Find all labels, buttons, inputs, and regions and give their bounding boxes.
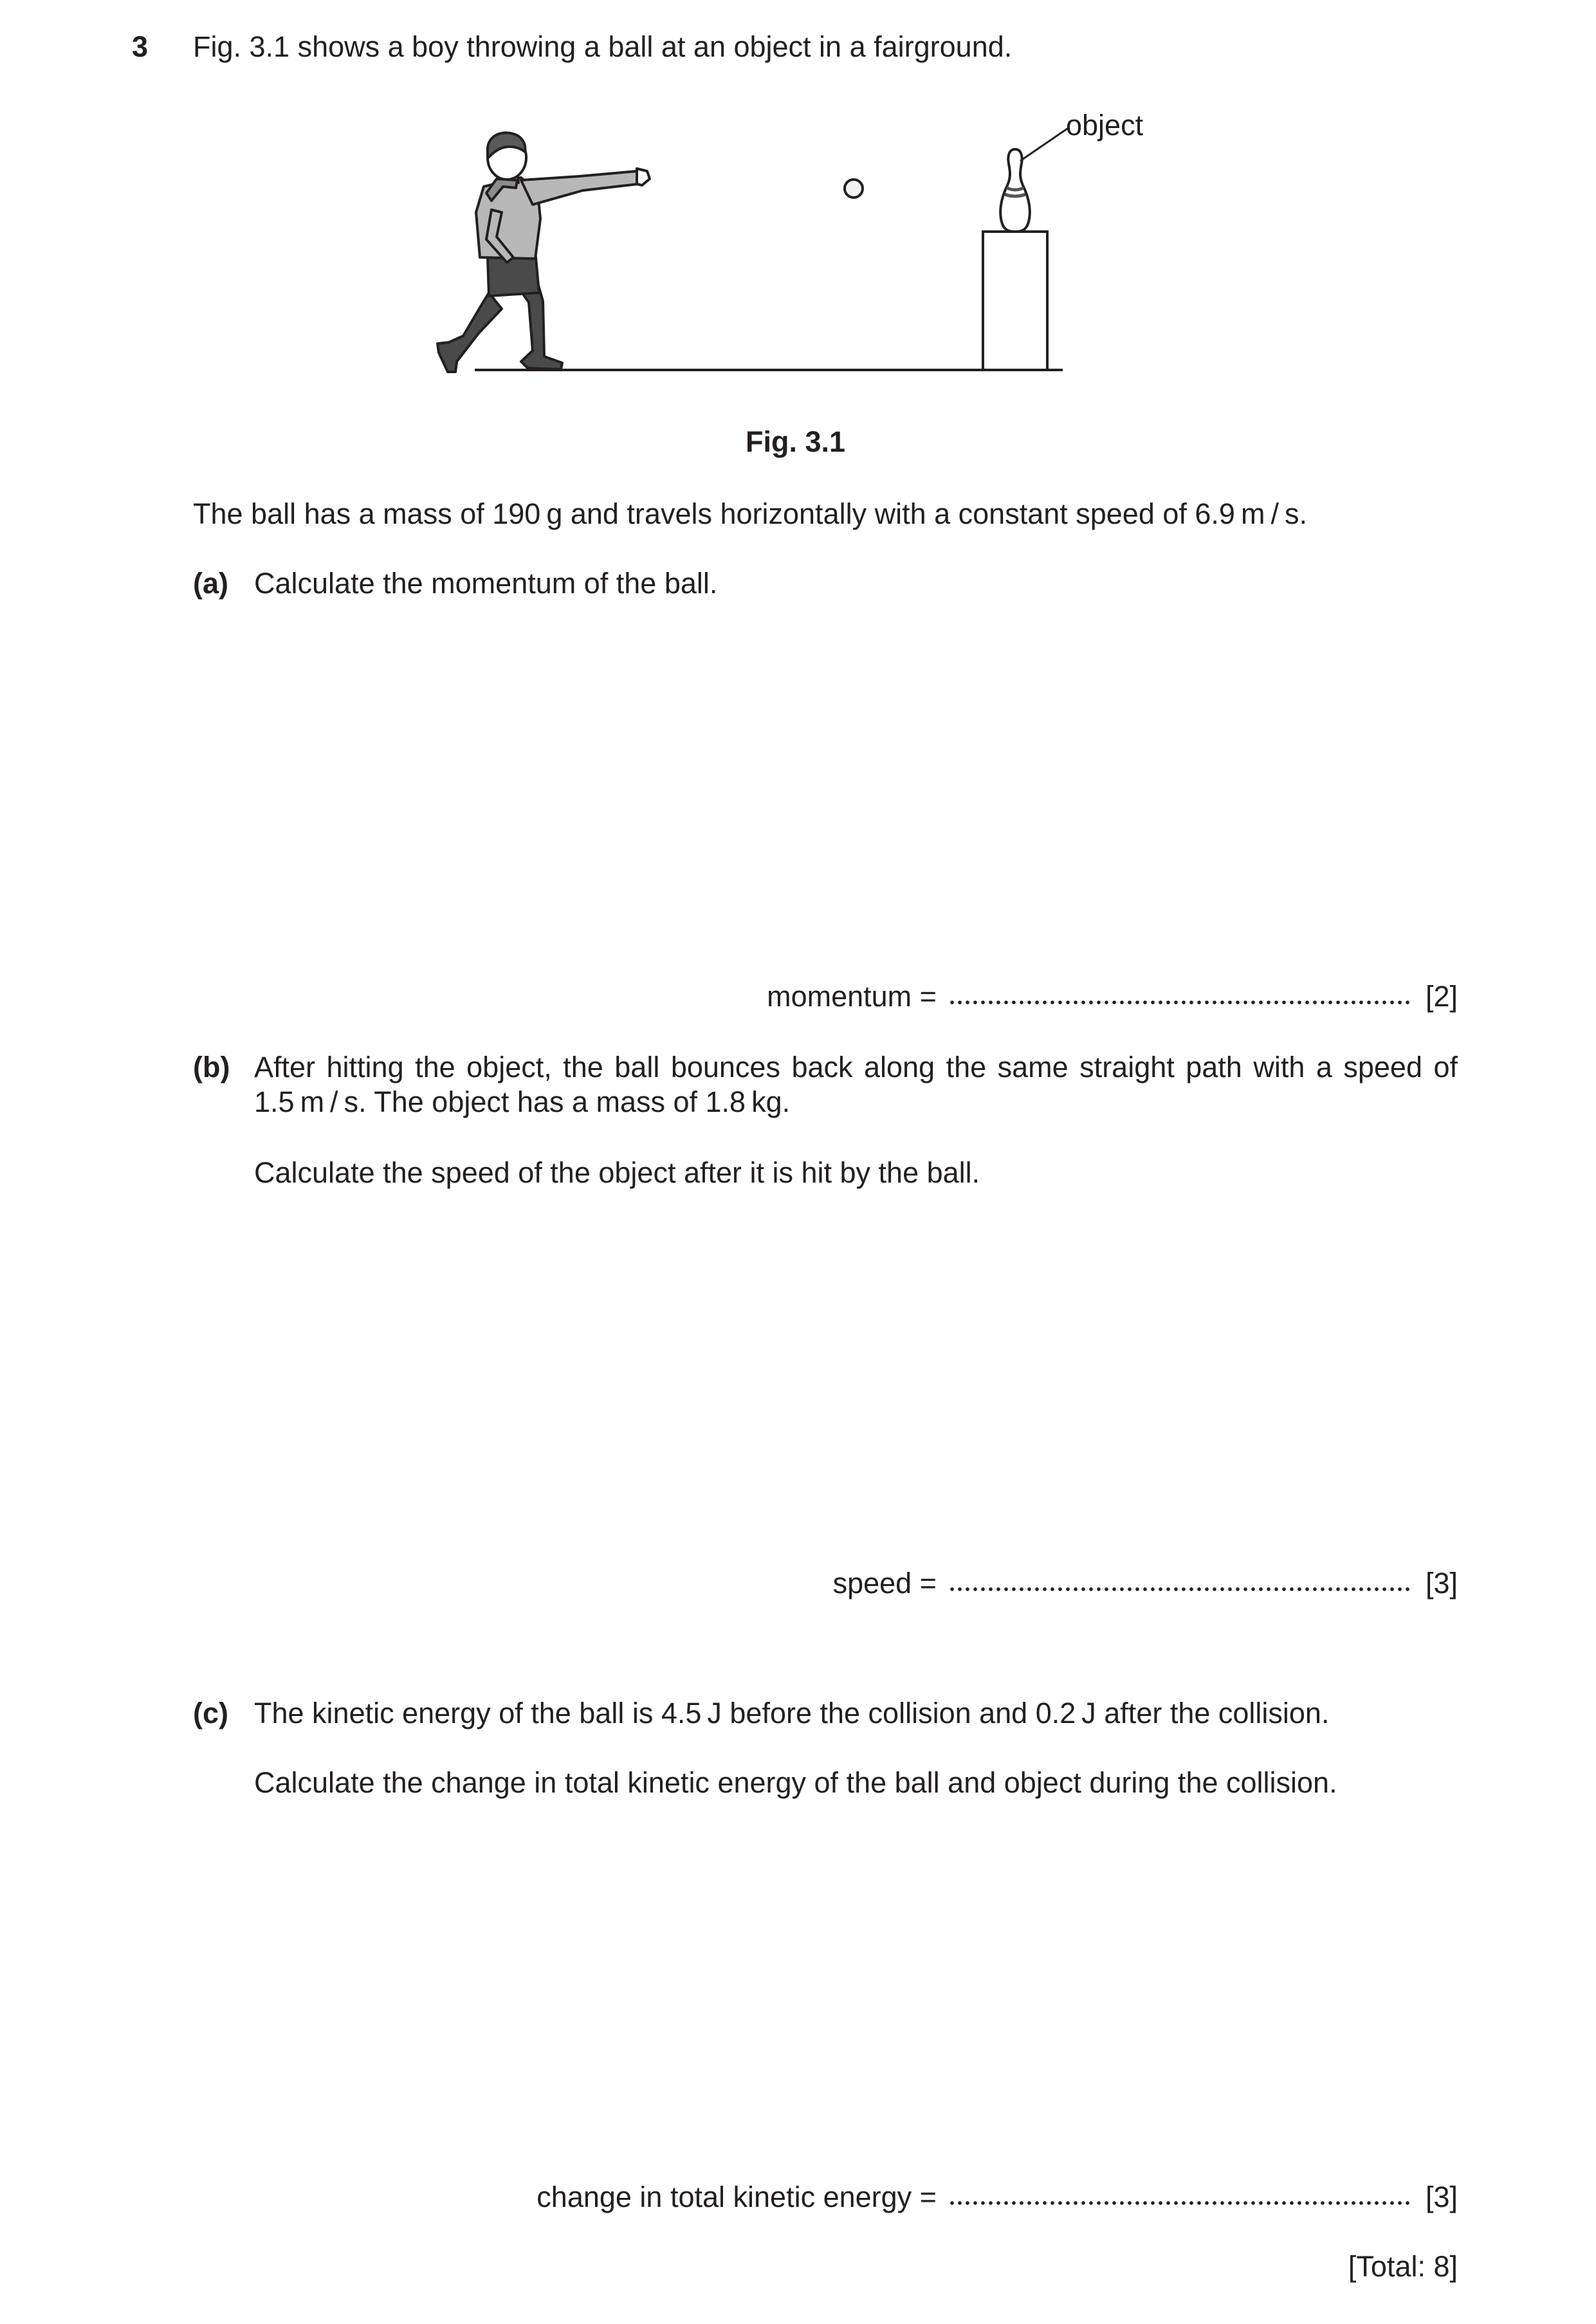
ball-icon [845, 180, 863, 198]
figure-caption: Fig. 3.1 [746, 425, 846, 458]
total-marks: [Total: 8] [1348, 2250, 1458, 2283]
part-c-answer-label: change in total kinetic energy = [537, 2181, 937, 2213]
part-b-text: After hitting the object, the ball bounces back along the same straight path with a speed of 1.5 m / s. The object has a mass of 1.8 kg. [254, 1051, 1458, 1118]
pedestal [983, 232, 1047, 370]
part-a-text: Calculate the momentum of the ball. [254, 567, 718, 600]
part-a-answer-label: momentum = [767, 980, 937, 1013]
part-b-answer-line [833, 1566, 1458, 1601]
boy-figure-icon [437, 133, 650, 372]
object-label-leader [1020, 127, 1069, 161]
question-number: 3 [132, 30, 149, 63]
part-b-label: (b) [193, 1051, 230, 1084]
figure-boy-throwing-ball [425, 97, 1171, 392]
part-c-text-2: Calculate the change in total kinetic energy of the ball and object during the collision. [254, 1766, 1337, 1799]
part-b-marks: [3] [1425, 1567, 1458, 1600]
part-c-text: The kinetic energy of the ball is 4.5 J before the collision and 0.2 J after the collision. [254, 1697, 1330, 1729]
part-a-answer-field[interactable] [948, 993, 1411, 1006]
part-a-label: (a) [193, 567, 228, 600]
question-stem: The ball has a mass of 190 g and travels horizontally with a constant speed of 6.9 m / s. [193, 497, 1307, 530]
part-b-text-2: Calculate the speed of the object after it is hit by the ball. [254, 1156, 980, 1189]
part-c-answer-field[interactable] [948, 2194, 1411, 2207]
question-intro: Fig. 3.1 shows a boy throwing a ball at an object in a fairground. [193, 30, 1013, 63]
part-c-marks: [3] [1425, 2181, 1458, 2213]
object-label: object [1066, 109, 1144, 142]
part-a-marks: [2] [1425, 980, 1458, 1013]
part-b-answer-label: speed = [832, 1567, 937, 1600]
part-b-answer-field[interactable] [948, 1580, 1411, 1593]
part-a-answer-line [767, 979, 1458, 1014]
part-c-answer-line [537, 2180, 1458, 2215]
part-c-label: (c) [193, 1697, 228, 1729]
